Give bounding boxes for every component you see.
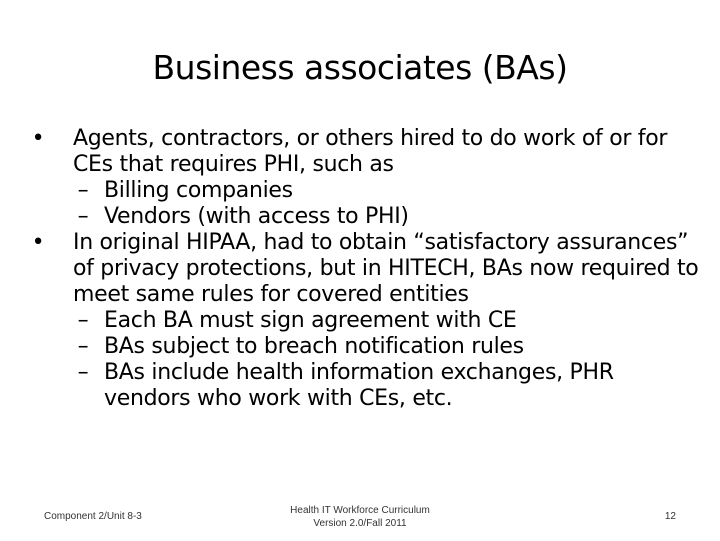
sub-bullet-item (28, 360, 700, 412)
sub-bullet-text: Each BA must sign agreement with CE (104, 308, 517, 333)
sub-bullet-item (28, 308, 700, 334)
dash-marker: – (77, 204, 89, 229)
sub-bullet-item (28, 204, 700, 230)
footer-version-line: Version 2.0/Fall 2011 (313, 518, 407, 529)
sub-bullet-text: BAs subject to breach notification rules (104, 334, 524, 359)
footer-curriculum-line: Health IT Workforce Curriculum (290, 505, 430, 516)
page-number: 12 (664, 511, 676, 522)
bullet-marker: • (31, 230, 45, 255)
dash-marker: – (77, 360, 89, 385)
sub-bullet-item (28, 178, 700, 204)
footer-curriculum-label (260, 504, 460, 534)
sub-bullet-text: Vendors (with access to PHI) (104, 204, 409, 229)
bullet-text: Agents, contractors, or others hired to do work of or for CEs that requires PHI, such as (73, 126, 668, 177)
sub-bullet-text: Billing companies (104, 178, 293, 203)
slide-title: Business associates (BAs) (152, 48, 568, 87)
bullet-marker: • (31, 126, 45, 151)
sub-bullet-text: BAs include health information exchanges, PHR vendors who work with CEs, etc. (104, 360, 614, 411)
sub-bullet-item (28, 334, 700, 360)
bullet-item (28, 230, 700, 308)
dash-marker: – (77, 308, 89, 333)
bullet-item (28, 126, 700, 178)
bullet-text: In original HIPAA, had to obtain “satisfactory assurances” of privacy protections, but in HITECH, BAs now required to meet same rules for covered entities (73, 230, 699, 307)
footer-component-label: Component 2/Unit 8-3 (44, 511, 142, 522)
dash-marker: – (77, 334, 89, 359)
dash-marker: – (77, 178, 89, 203)
bullet-list (28, 126, 700, 412)
